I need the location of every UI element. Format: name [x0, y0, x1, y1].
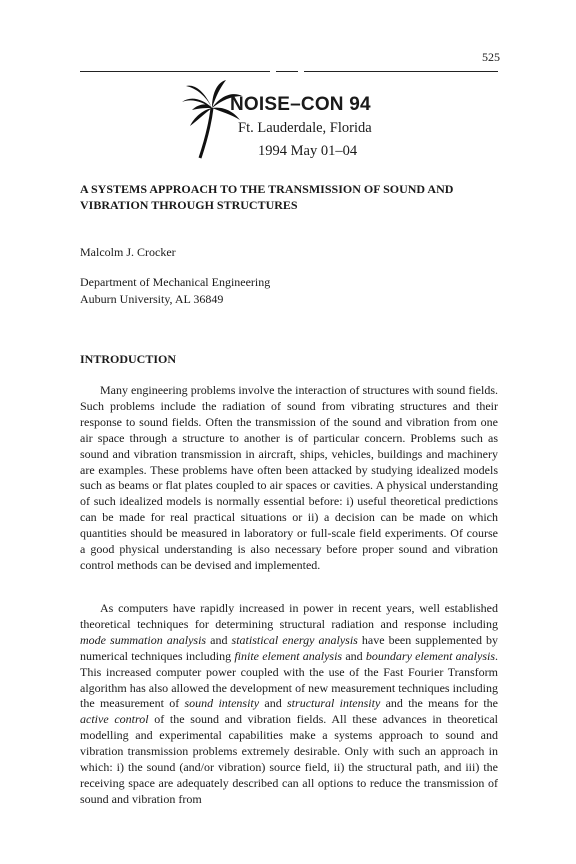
text-run: . This increased computer power coupled with the use of the Fast Fourier Transform algorithm has also allowed the development of new measurement techniques including the measurement of: [80, 648, 499, 711]
emphasis-term: mode summation analysis: [80, 632, 207, 647]
header-rule-left: [80, 71, 270, 72]
text-run: and the means for the: [380, 696, 499, 711]
paragraph-2: [80, 601, 498, 808]
text-run: have been supplemented by numerical techniques including: [80, 632, 498, 663]
conference-dates: 1994 May 01–04: [258, 143, 358, 159]
affiliation-university: Auburn University, AL 36849: [80, 292, 224, 306]
text-run: As computers have rapidly increased in power in recent years, well established theoretical techniques for determining structural radiation and response including: [80, 601, 498, 631]
emphasis-term: statistical energy analysis: [231, 632, 358, 647]
section-heading: INTRODUCTION: [80, 352, 177, 366]
emphasis-term: structural intensity: [287, 696, 381, 711]
text-run: of the sound and vibration fields. All these advances in theoretical modelling and experimental capabilities make a systems approach to sound and vibration transmission problems extremely desirable. Only with such an approach in which: i) the sound (and/or vibration) source field, ii) the structural path, and iii) the receiving space are adequately described can all options to reduce the transmission of sound and vibration from: [80, 712, 498, 806]
paragraph-1: Many engineering problems involve the interaction of structures with sound fields. Such problems include the radiation of sound from vibrating structures and their response to sound fields. Often the transmission of the sound and vibration from one air space through a structure to another is of particular concern. Problems such as sound and vibration transmission in aircraft, ships, vehicles, buildings and machinery are examples. These problems have often been attacked by studying idealized models such as beams or flat plates coupled to air spaces or cavities. A physical understanding of such idealized models is normally essential before: i) useful theoretical predictions can be made for real practical situations or ii) a decision can be made on which quantities should be measured in laboratory or full-scale field experiments. Of course a good physical understanding is also necessary before proper sound and vibration control methods can be devised and implemented.: [80, 383, 498, 572]
author-name: Malcolm J. Crocker: [80, 245, 176, 259]
palm-tree-icon: [182, 80, 242, 160]
emphasis-term: active control: [80, 712, 149, 727]
conference-location: Ft. Lauderdale, Florida: [238, 120, 372, 136]
text-run: and: [206, 632, 232, 647]
page-number: 525: [482, 50, 500, 64]
affiliation-department: Department of Mechanical Engineering: [80, 275, 271, 289]
author-affiliation: [80, 274, 270, 308]
text-run: and: [342, 648, 366, 663]
paper-title: A SYSTEMS APPROACH TO THE TRANSMISSION OF SOUND AND VIBRATION THROUGH STRUCTURES: [80, 182, 454, 212]
header-rule-middle: [276, 71, 298, 72]
header-rule-right: [304, 71, 498, 72]
emphasis-term: sound intensity: [184, 696, 260, 711]
emphasis-term: finite element analysis: [234, 648, 343, 663]
conference-name: NOISE–CON 94: [230, 94, 371, 115]
text-run: and: [259, 696, 288, 711]
emphasis-term: boundary element analysis: [365, 648, 496, 663]
